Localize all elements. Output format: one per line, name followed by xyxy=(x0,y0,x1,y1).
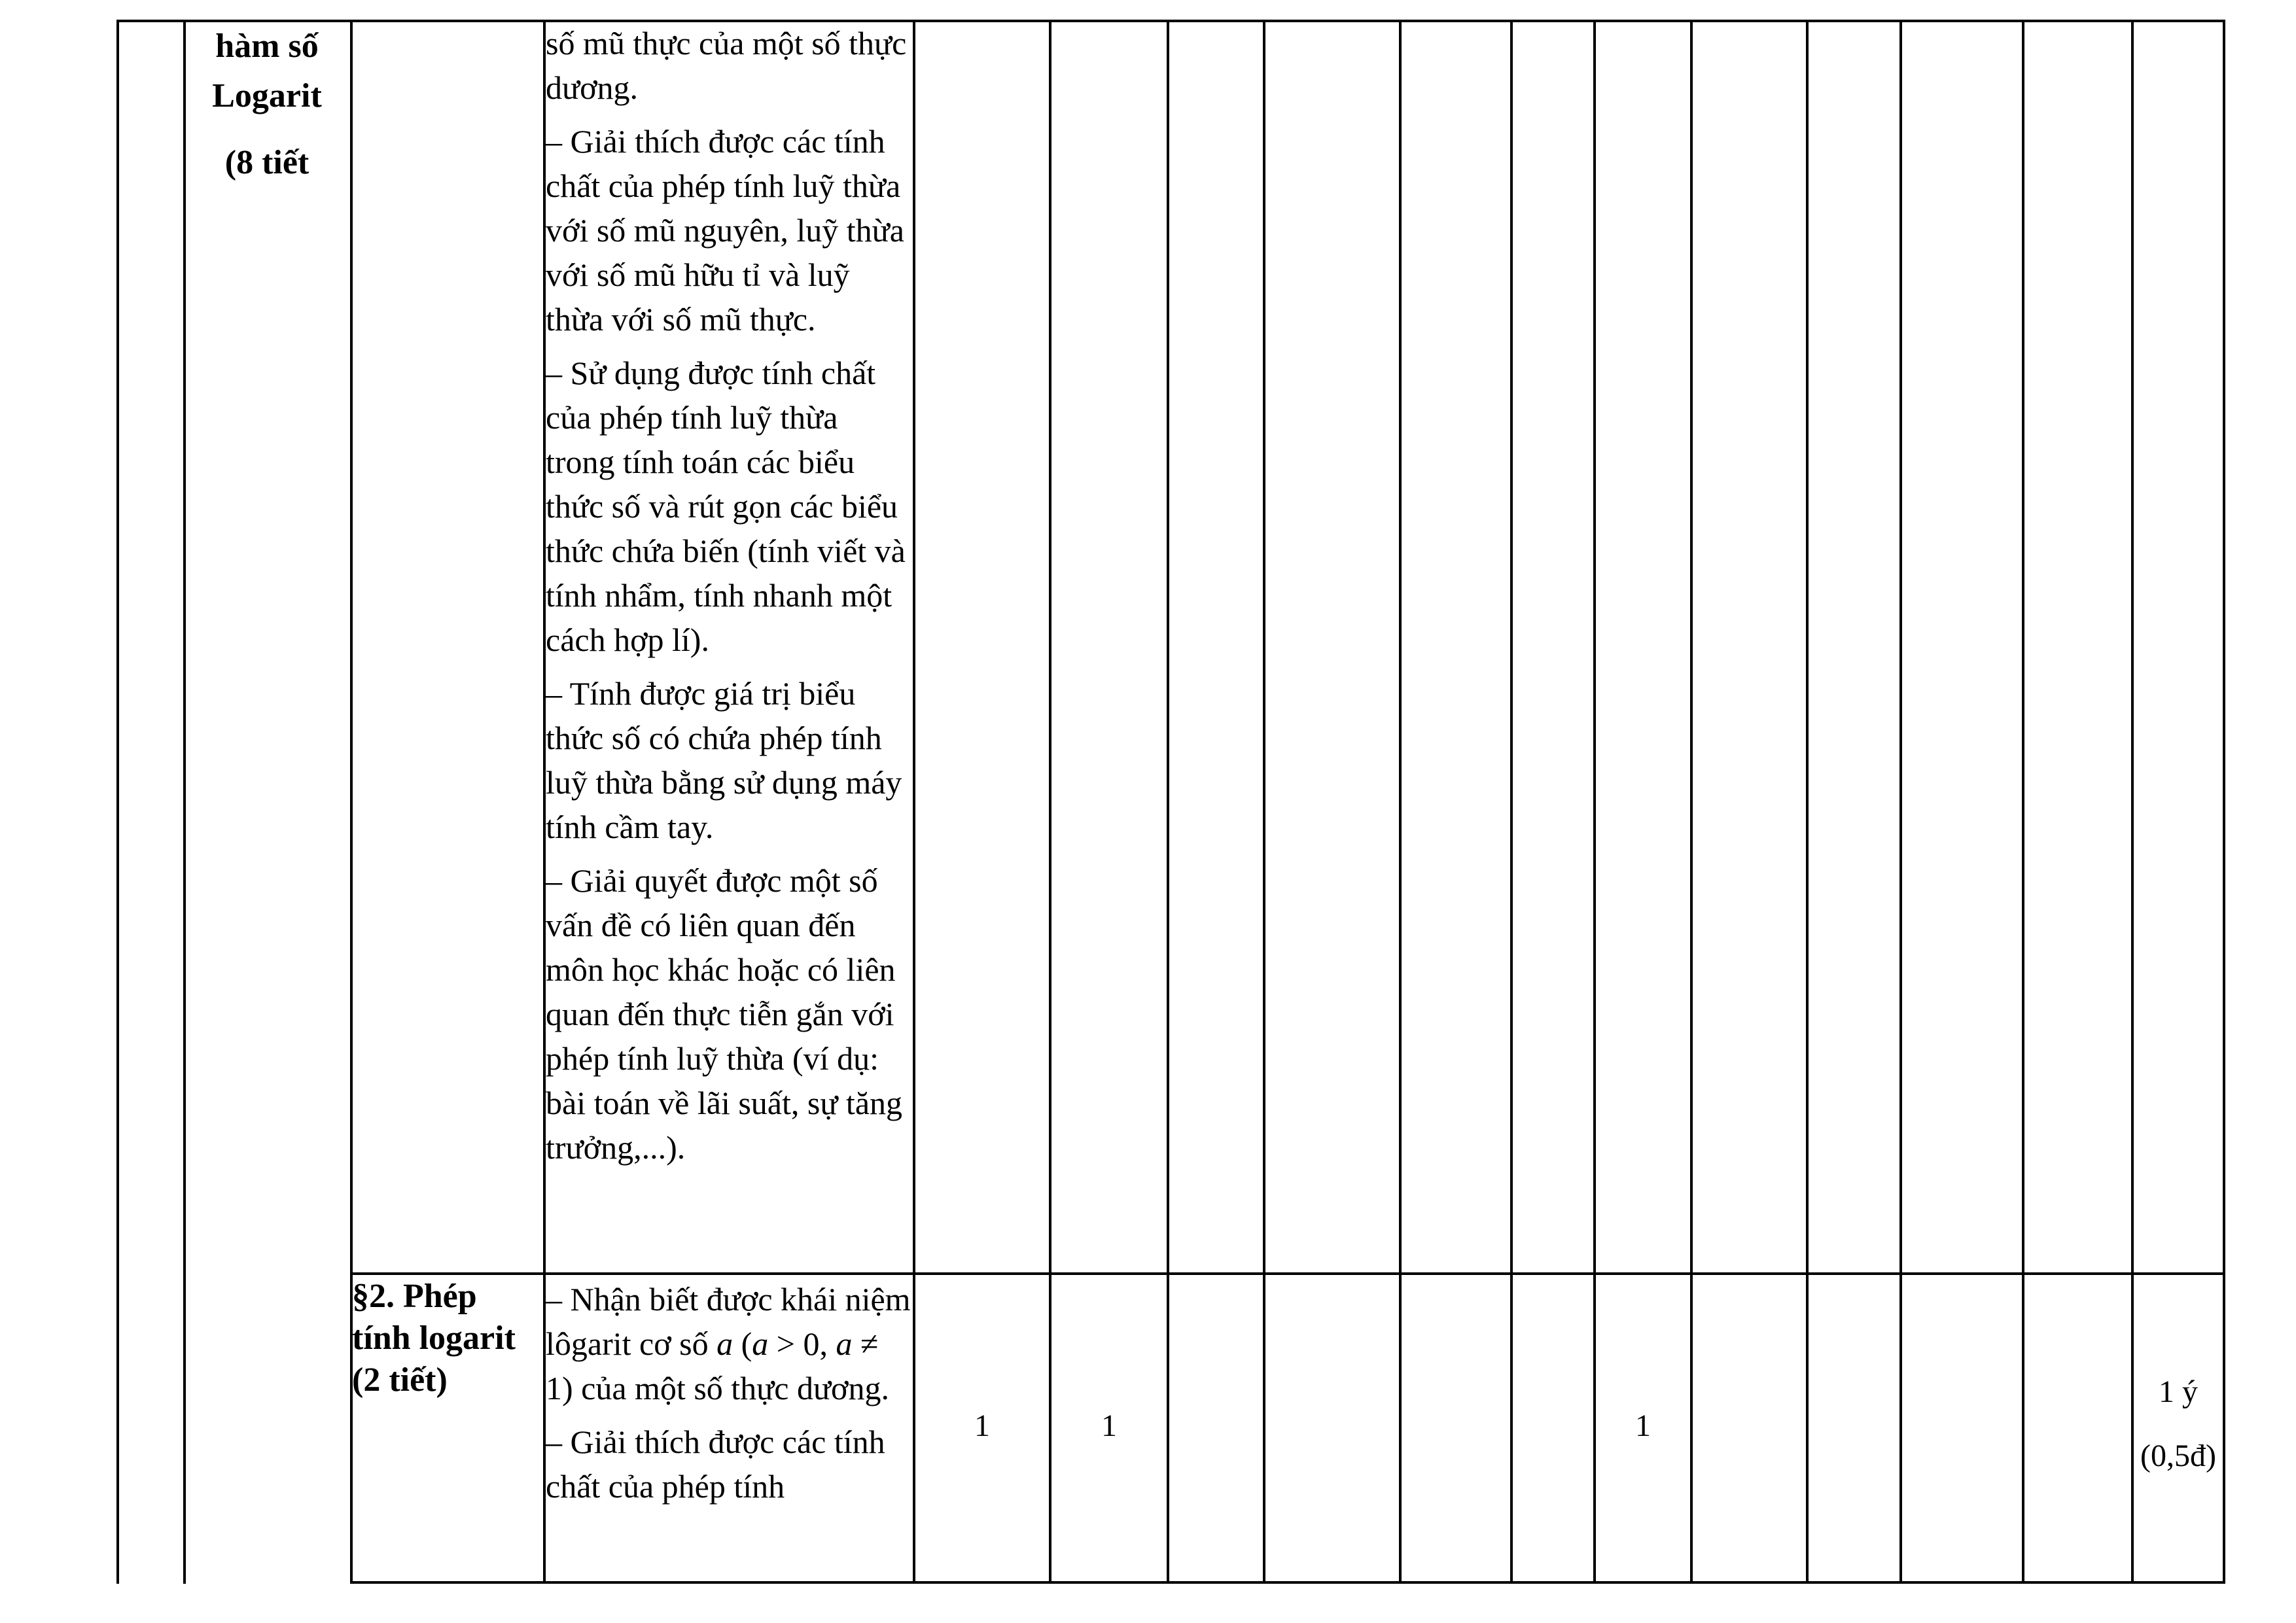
col-border-11 xyxy=(1690,20,1693,1584)
requirement-text: ≠ 1) của một số thực dương. xyxy=(546,1325,889,1406)
topic-line-1: hàm số xyxy=(215,27,319,65)
requirements-cell-row1 xyxy=(546,21,913,1179)
requirement-paragraph: – Giải thích được các tính chất của phép tính luỹ thừa với số mũ nguyên, luỹ thừa với số mũ hữu tỉ và luỹ thừa với số mũ thực. xyxy=(546,123,904,338)
col-border-9 xyxy=(1510,20,1513,1584)
question-count-col1: 1 xyxy=(974,1408,990,1443)
col-border-7 xyxy=(1263,20,1265,1584)
essay-score: (0,5đ) xyxy=(2140,1439,2216,1473)
requirement-paragraph xyxy=(546,1277,913,1410)
question-count-col2: 1 xyxy=(1101,1408,1117,1443)
col-border-6 xyxy=(1167,20,1169,1584)
col-border-16 xyxy=(2223,20,2225,1584)
table-bottom-border xyxy=(350,1581,2224,1584)
variable-a: a xyxy=(752,1325,769,1362)
topic-cell xyxy=(188,22,345,188)
essay-count: 1 ý xyxy=(2159,1374,2198,1409)
requirement-paragraph: số mũ thực của một số thực dương. xyxy=(546,25,907,106)
col-border-10 xyxy=(1593,20,1596,1584)
section-title-line-3: (2 tiết) xyxy=(352,1361,448,1399)
topic-line-2: Logarit xyxy=(212,77,322,114)
variable-a: a xyxy=(836,1325,853,1362)
requirement-paragraph: – Tính được giá trị biểu thức số có chứa phép tính luỹ thừa bằng sử dụng máy tính cầm tay. xyxy=(546,675,902,845)
requirement-text: ( xyxy=(733,1325,752,1362)
col-border-5 xyxy=(1049,20,1051,1584)
table-top-border xyxy=(116,20,2224,22)
section-title-line-1: §2. Phép xyxy=(352,1278,477,1315)
requirement-text: > 0, xyxy=(768,1325,836,1362)
requirement-text: – Nhận biết được khái niệm lôgarit cơ số xyxy=(546,1281,911,1362)
requirement-paragraph: – Sử dụng được tính chất của phép tính luỹ thừa trong tính toán các biểu thức số và rút gọn các biểu thức chứa biến (tính viết và tính nhẩm, tính nhanh một cách hợp lí). xyxy=(546,355,906,658)
requirement-paragraph: – Giải thích được các tính chất của phép tính xyxy=(546,1423,885,1505)
col-border-8 xyxy=(1399,20,1402,1584)
question-count-col7: 1 xyxy=(1635,1408,1651,1443)
col-border-0 xyxy=(116,20,119,1584)
col-border-1 xyxy=(183,20,186,1584)
col-border-12 xyxy=(1806,20,1809,1584)
section-title-cell xyxy=(352,1276,542,1401)
requirements-cell-row2 xyxy=(546,1277,913,1518)
requirement-paragraph: – Giải quyết được một số vấn đề có liên quan đến môn học khác hoặc có liên quan đến thực tiễn gắn với phép tính luỹ thừa (ví dụ: bài toán về lãi suất, sự tăng trưởng,...). xyxy=(546,862,903,1166)
col-border-14 xyxy=(2022,20,2024,1584)
topic-line-3: (8 tiết xyxy=(224,144,309,181)
section-title-line-2: tính logarit xyxy=(352,1319,516,1357)
col-border-15 xyxy=(2131,20,2134,1584)
row-divider xyxy=(350,1272,2224,1275)
variable-a: a xyxy=(716,1325,733,1362)
col-border-13 xyxy=(1899,20,1902,1584)
